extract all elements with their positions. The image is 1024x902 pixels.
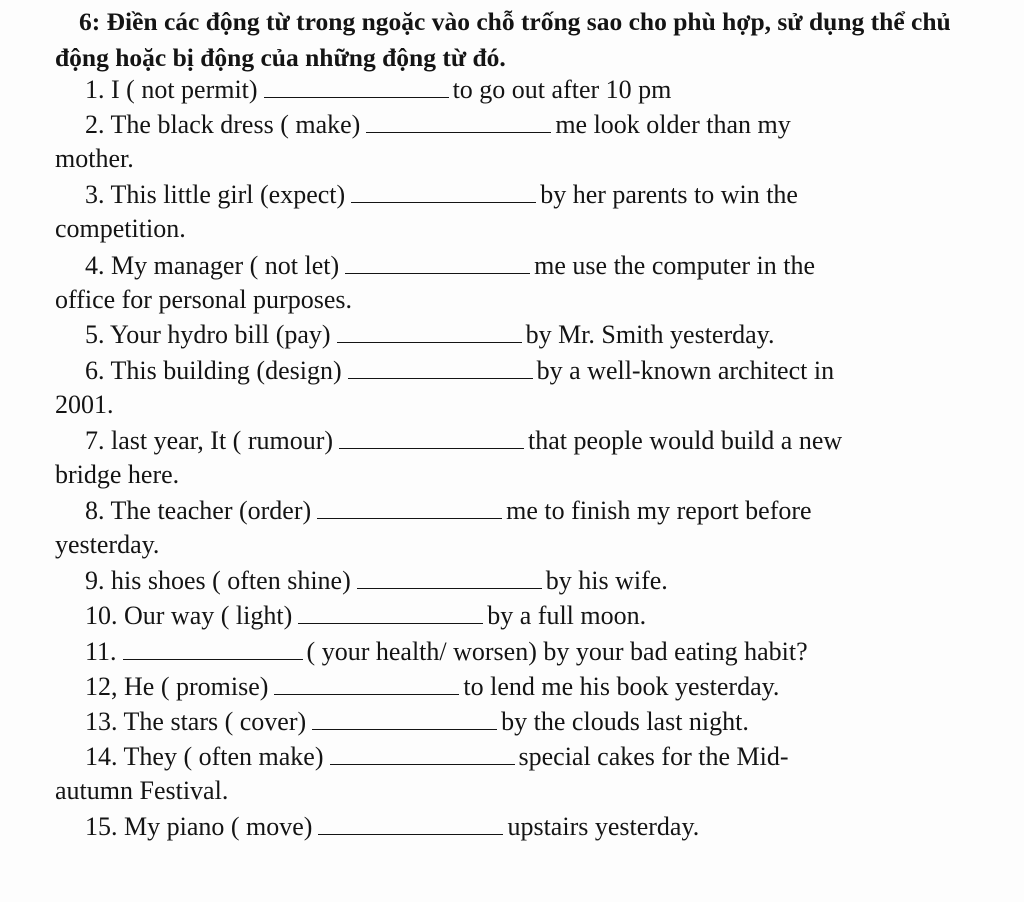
question-text: ( your health/ worsen) by your bad eating habit? [306, 637, 808, 666]
answer-blank[interactable] [298, 603, 483, 624]
question-text: 14. They ( often make) [85, 742, 324, 771]
answer-blank[interactable] [357, 568, 542, 589]
answer-blank[interactable] [317, 498, 502, 519]
answer-blank[interactable] [348, 358, 533, 379]
question-text: by Mr. Smith yesterday. [525, 320, 775, 349]
question-text: me to finish my report before [506, 496, 812, 525]
question-5 [55, 318, 955, 352]
answer-blank[interactable] [337, 322, 522, 343]
question-continuation: mother. [55, 144, 134, 173]
question-2 [55, 108, 955, 176]
question-9 [55, 564, 955, 598]
question-text: 15. My piano ( move) [85, 812, 313, 841]
question-continuation: competition. [55, 214, 186, 243]
answer-blank[interactable] [339, 428, 524, 449]
question-text: by a full moon. [487, 601, 647, 630]
question-13 [55, 705, 955, 739]
answer-blank[interactable] [351, 182, 536, 203]
question-3 [55, 178, 955, 246]
question-text: 1. I ( not permit) [85, 75, 258, 104]
question-text: 8. The teacher (order) [85, 496, 312, 525]
exercise-heading: 6: Điền các động từ trong ngoặc vào chỗ trống sao cho phù hợp, sử dụng thể chủ động hoặc bị động của những động từ đó. [55, 7, 951, 72]
question-15 [55, 810, 955, 844]
question-text: special cakes for the Mid- [518, 742, 789, 771]
answer-blank[interactable] [345, 253, 530, 274]
answer-blank[interactable] [264, 77, 449, 98]
question-text: 13. The stars ( cover) [85, 707, 307, 736]
question-text: by her parents to win the [540, 180, 798, 209]
question-10 [55, 599, 955, 633]
question-8 [55, 494, 955, 562]
question-6 [55, 354, 955, 422]
question-text: me look older than my [555, 110, 791, 139]
question-text: by a well-known architect in [536, 356, 835, 385]
question-continuation: 2001. [55, 390, 114, 419]
question-text: upstairs yesterday. [507, 812, 700, 841]
question-1 [55, 73, 955, 107]
answer-blank[interactable] [123, 639, 303, 660]
question-text: to lend me his book yesterday. [463, 672, 780, 701]
question-text: 5. Your hydro bill (pay) [85, 320, 331, 349]
answer-blank[interactable] [330, 744, 515, 765]
answer-blank[interactable] [312, 709, 497, 730]
answer-blank[interactable] [366, 112, 551, 133]
question-text: 7. last year, It ( rumour) [85, 426, 334, 455]
question-text: 4. My manager ( not let) [85, 251, 340, 280]
question-text: 10. Our way ( light) [85, 601, 293, 630]
question-text: me use the computer in the [534, 251, 816, 280]
question-text: 6. This building (design) [85, 356, 342, 385]
question-7 [55, 424, 955, 492]
question-4 [55, 249, 955, 317]
question-text: that people would build a new [528, 426, 843, 455]
question-continuation: autumn Festival. [55, 776, 229, 805]
question-continuation: bridge here. [55, 460, 180, 489]
question-14 [55, 740, 955, 808]
question-text: 9. his shoes ( often shine) [85, 566, 351, 595]
question-text: 2. The black dress ( make) [85, 110, 361, 139]
question-11 [55, 635, 955, 669]
question-text: by the clouds last night. [501, 707, 749, 736]
answer-blank[interactable] [274, 674, 459, 695]
question-text: 3. This little girl (expect) [85, 180, 346, 209]
question-12 [55, 670, 955, 704]
question-text: to go out after 10 pm [452, 75, 672, 104]
question-continuation: office for personal purposes. [55, 285, 352, 314]
answer-blank[interactable] [318, 814, 503, 835]
question-text: by his wife. [545, 566, 668, 595]
question-continuation: yesterday. [55, 530, 160, 559]
question-text: 12, He ( promise) [85, 672, 269, 701]
question-text: 11. [85, 637, 117, 666]
